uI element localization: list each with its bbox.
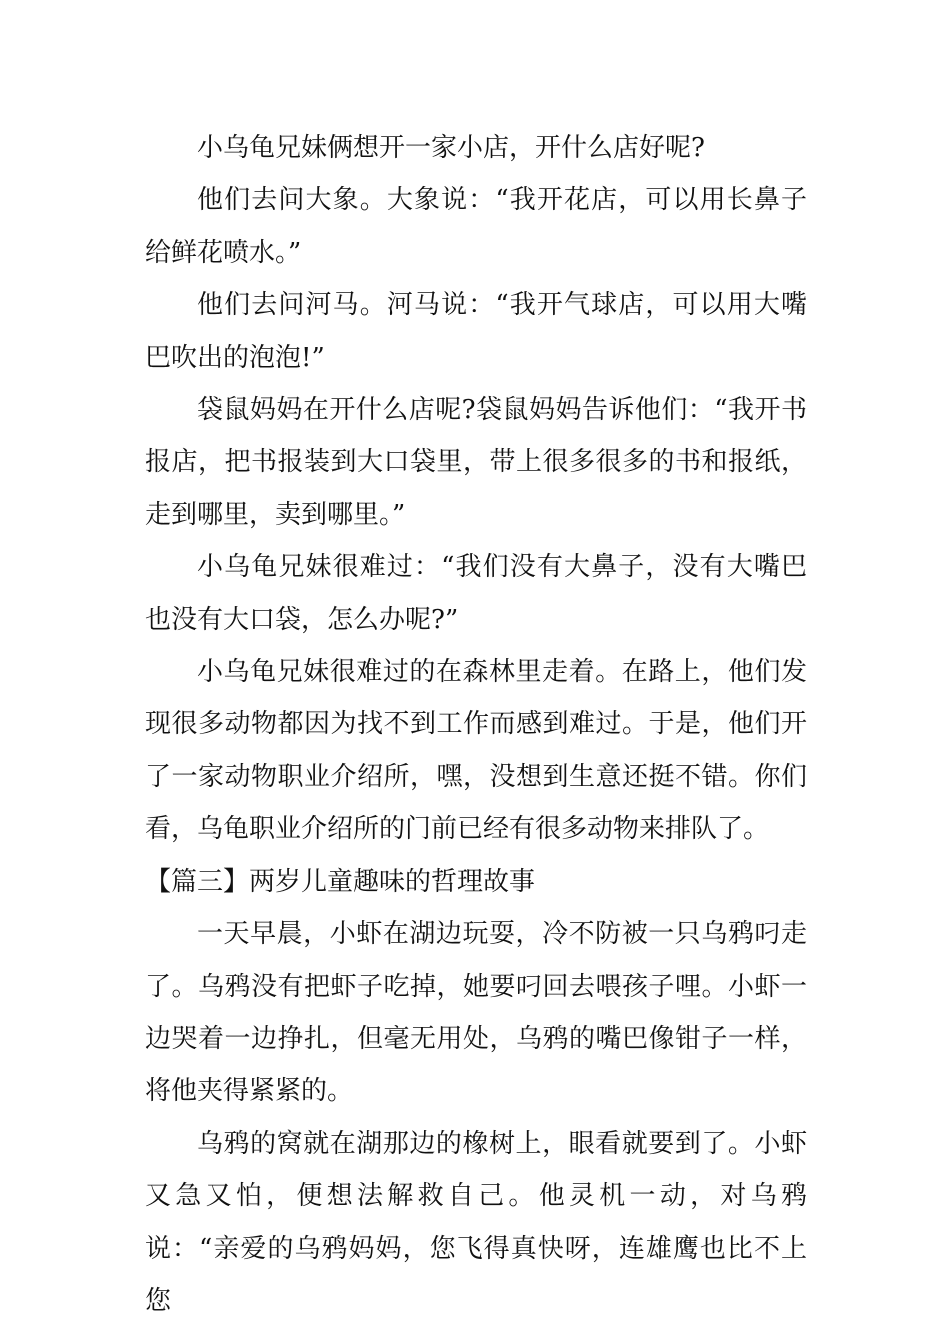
paragraph: 他们去问河马。河马说：“我开气球店，可以用大嘴巴吹出的泡泡!” — [145, 290, 807, 373]
paragraph: 小乌龟兄妹很难过的在森林里走着。在路上，他们发现很多动物都因为找不到工作而感到难过。于是，他们开了一家动物职业介绍所，嘿，没想到生意还挺不错。你们看，乌龟职业介绍所的门前已经有很多动物来排队了。 — [145, 657, 807, 845]
document-page — [145, 122, 807, 1327]
paragraph: 乌鸦的窝就在湖那边的橡树上，眼看就要到了。小虾又急又怕，便想法解救自己。他灵机一动，对乌鸦说：“亲爱的乌鸦妈妈，您飞得真快呀，连雄鹰也比不上您 — [145, 1128, 807, 1316]
paragraph: 一天早晨，小虾在湖边玩耍，冷不防被一只乌鸦叼走了。乌鸦没有把虾子吃掉，她要叼回去喂孩子哩。小虾一边哭着一边挣扎，但毫无用处，乌鸦的嘴巴像钳子一样，将他夹得紧紧的。 — [145, 919, 807, 1107]
paragraph: 小乌龟兄妹俩想开一家小店，开什么店好呢? — [197, 133, 705, 163]
paragraph: 小乌龟兄妹很难过：“我们没有大鼻子，没有大嘴巴也没有大口袋，怎么办呢?” — [145, 552, 807, 635]
section-heading: 【篇三】两岁儿童趣味的哲理故事 — [145, 866, 536, 897]
paragraph: 袋鼠妈妈在开什么店呢?袋鼠妈妈告诉他们：“我开书报店，把书报装到大口袋里，带上很多很多的书和报纸，走到哪里，卖到哪里。” — [145, 395, 807, 530]
paragraph: 他们去问大象。大象说：“我开花店，可以用长鼻子给鲜花喷水。” — [145, 185, 807, 268]
